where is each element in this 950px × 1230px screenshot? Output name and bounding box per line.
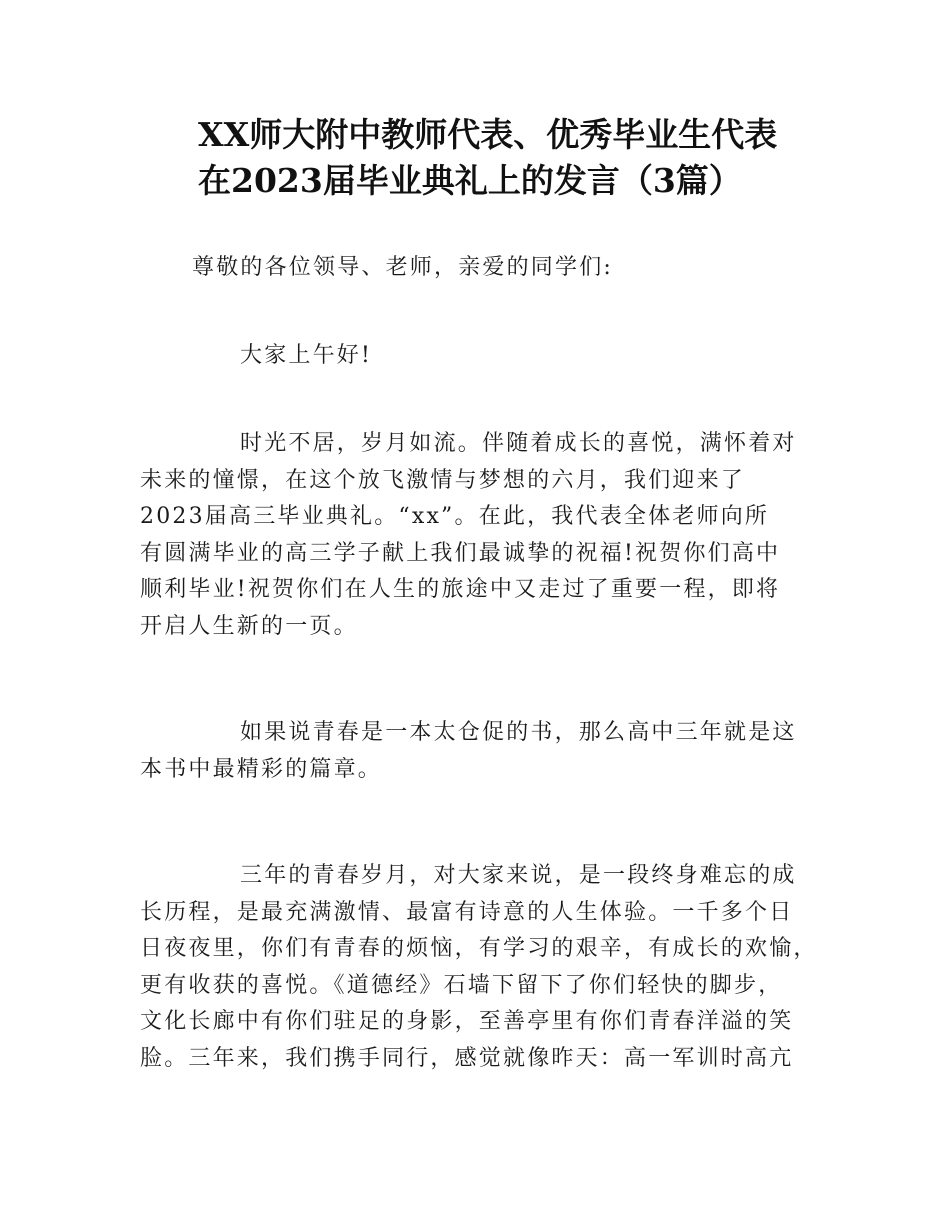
greeting (140, 338, 820, 375)
paragraph-2 (140, 715, 820, 788)
paragraph-line: 开启人生新的一页。 (140, 613, 358, 639)
paragraph-1 (140, 426, 820, 645)
greeting-text: 大家上午好! (240, 343, 373, 368)
paragraph-line: 有圆满毕业的高三学子献上我们最诚挚的祝福!祝贺你们高中 (140, 540, 781, 566)
paragraph-line: 长历程，是最充满激情、最富有诗意的人生体验。一千多个日 (140, 899, 794, 925)
paragraph-line: 如果说青春是一本太仓促的书，那么高中三年就是这 (240, 720, 797, 745)
title-line-1: XX师大附中教师代表、优秀毕业生代表 (198, 115, 778, 154)
paragraph-line: 未来的憧憬，在这个放飞激情与梦想的六月，我们迎来了 (140, 467, 746, 493)
paragraph-line: 日夜夜里，你们有青春的烦恼，有学习的艰辛，有成长的欢愉， (140, 936, 818, 961)
paragraph-line: 时光不居，岁月如流。伴随着成长的喜悦，满怀着对 (240, 431, 797, 456)
paragraph-line: 更有收获的喜悦。《道德经》石墙下留下了你们轻快的脚步， (140, 972, 783, 998)
salutation (140, 250, 820, 287)
document-title (198, 112, 838, 204)
paragraph-line: 脸。三年来，我们携手同行，感觉就像昨天：高一军训时高亢 (140, 1045, 794, 1071)
title-line-2: 在2023届毕业典礼上的发言（3篇） (198, 161, 742, 200)
paragraph-line: 顺利毕业!祝贺你们在人生的旅途中又走过了重要一程，即将 (140, 577, 781, 602)
salutation-text: 尊敬的各位领导、老师，亲爱的同学们: (192, 255, 614, 280)
paragraph-line: 文化长廊中有你们驻足的身影，至善亭里有你们青春洋溢的笑 (140, 1009, 794, 1034)
paragraph-line: 2023届高三毕业典礼。“xx”。在此，我代表全体老师向所 (140, 504, 770, 529)
paragraph-3 (140, 858, 820, 1077)
paragraph-line: 三年的青春岁月，对大家来说，是一段终身难忘的成 (240, 863, 797, 888)
paragraph-line: 本书中最精彩的篇章。 (140, 756, 383, 782)
